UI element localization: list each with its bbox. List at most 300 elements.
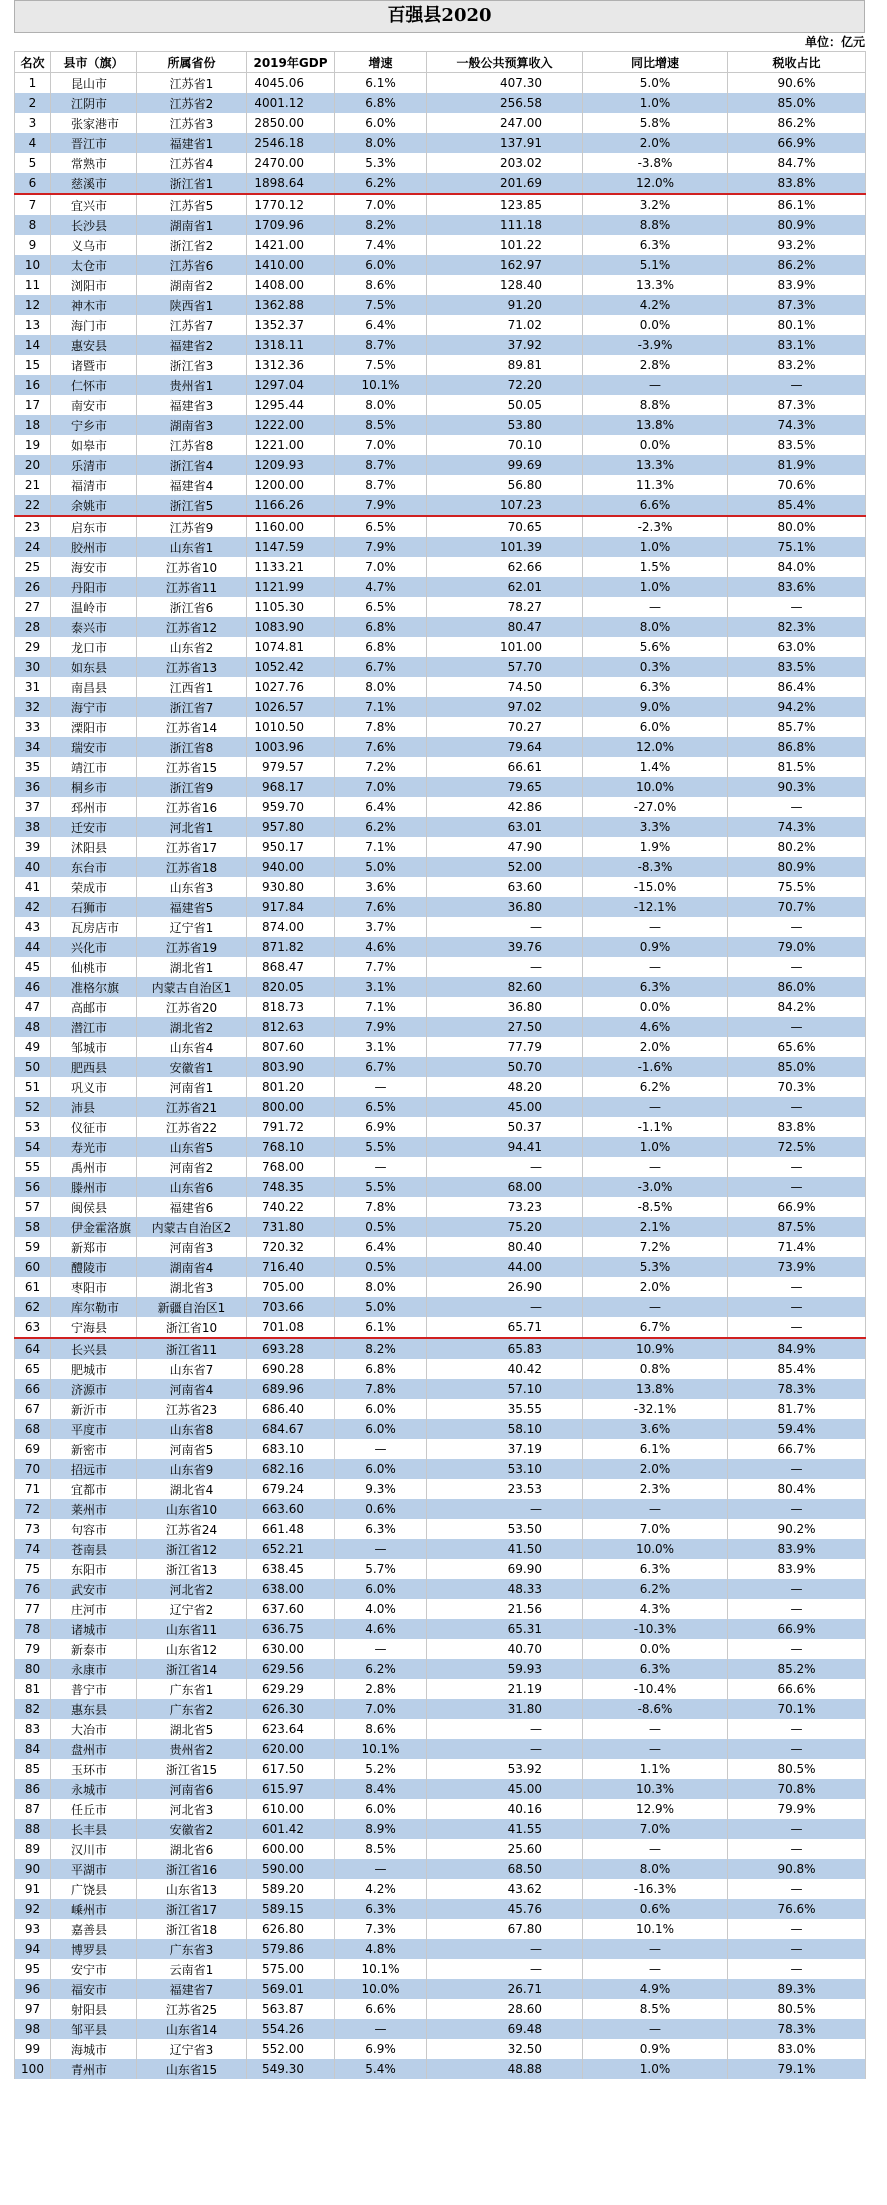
yoy-cell[interactable]: 3.2% [583,194,728,215]
header-yoy-growth[interactable]: 同比增速 [583,52,728,73]
county-cell[interactable]: 如皋市 [51,435,137,455]
yoy-cell[interactable]: 7.2% [583,1237,728,1257]
revenue-cell[interactable]: 39.76 [427,937,583,957]
table-row[interactable] [15,1237,866,1257]
table-row[interactable] [15,1197,866,1217]
yoy-cell[interactable]: -8.3% [583,857,728,877]
province-cell[interactable]: 山东省11 [137,1619,247,1639]
revenue-cell[interactable]: 70.10 [427,435,583,455]
gdp-cell[interactable]: 686.40 [247,1399,335,1419]
tax-share-cell[interactable]: — [728,1499,866,1519]
tax-share-cell[interactable]: 66.7% [728,1439,866,1459]
revenue-cell[interactable]: — [427,917,583,937]
rank-cell[interactable]: 70 [15,1459,51,1479]
gdp-cell[interactable]: 768.10 [247,1137,335,1157]
table-row[interactable] [15,777,866,797]
growth-cell[interactable]: 5.0% [335,1297,427,1317]
growth-cell[interactable]: 5.0% [335,857,427,877]
county-cell[interactable]: 瓦房店市 [51,917,137,937]
growth-cell[interactable]: 7.8% [335,1197,427,1217]
yoy-cell[interactable]: 8.0% [583,617,728,637]
county-cell[interactable]: 靖江市 [51,757,137,777]
province-cell[interactable]: 河北省3 [137,1799,247,1819]
province-cell[interactable]: 江苏省8 [137,435,247,455]
growth-cell[interactable]: — [335,1077,427,1097]
table-row[interactable] [15,1719,866,1739]
gdp-cell[interactable]: 1200.00 [247,475,335,495]
growth-cell[interactable]: 6.0% [335,1579,427,1599]
province-cell[interactable]: 辽宁省1 [137,917,247,937]
province-cell[interactable]: 湖北省4 [137,1479,247,1499]
county-cell[interactable]: 武安市 [51,1579,137,1599]
yoy-cell[interactable]: 0.9% [583,2039,728,2059]
province-cell[interactable]: 山东省14 [137,2019,247,2039]
gdp-cell[interactable]: 800.00 [247,1097,335,1117]
tax-share-cell[interactable]: 84.9% [728,1338,866,1359]
rank-cell[interactable]: 24 [15,537,51,557]
yoy-cell[interactable]: 1.0% [583,2059,728,2079]
tax-share-cell[interactable]: 85.2% [728,1659,866,1679]
gdp-cell[interactable]: 1709.96 [247,215,335,235]
province-cell[interactable]: 湖北省2 [137,1017,247,1037]
rank-cell[interactable]: 4 [15,133,51,153]
county-cell[interactable]: 丹阳市 [51,577,137,597]
county-cell[interactable]: 永城市 [51,1779,137,1799]
gdp-cell[interactable]: 4045.06 [247,73,335,94]
county-cell[interactable]: 泰兴市 [51,617,137,637]
revenue-cell[interactable]: 25.60 [427,1839,583,1859]
growth-cell[interactable]: — [335,1859,427,1879]
county-cell[interactable]: 东阳市 [51,1559,137,1579]
rank-cell[interactable]: 47 [15,997,51,1017]
revenue-cell[interactable]: 80.47 [427,617,583,637]
province-cell[interactable]: 福建省1 [137,133,247,153]
tax-share-cell[interactable]: 90.3% [728,777,866,797]
tax-share-cell[interactable]: 75.1% [728,537,866,557]
growth-cell[interactable]: 0.6% [335,1499,427,1519]
yoy-cell[interactable]: 12.0% [583,173,728,194]
yoy-cell[interactable]: 8.5% [583,1999,728,2019]
tax-share-cell[interactable]: 81.9% [728,455,866,475]
yoy-cell[interactable]: 13.3% [583,455,728,475]
gdp-cell[interactable]: 579.86 [247,1939,335,1959]
gdp-cell[interactable]: 589.20 [247,1879,335,1899]
revenue-cell[interactable]: 40.42 [427,1359,583,1379]
county-cell[interactable]: 海城市 [51,2039,137,2059]
province-cell[interactable]: 河南省4 [137,1379,247,1399]
gdp-cell[interactable]: 791.72 [247,1117,335,1137]
growth-cell[interactable]: 7.7% [335,957,427,977]
growth-cell[interactable]: 6.1% [335,73,427,94]
growth-cell[interactable]: — [335,2019,427,2039]
rank-cell[interactable]: 55 [15,1157,51,1177]
gdp-cell[interactable]: 569.01 [247,1979,335,1999]
yoy-cell[interactable]: 0.9% [583,937,728,957]
growth-cell[interactable]: 5.4% [335,2059,427,2079]
yoy-cell[interactable]: 11.3% [583,475,728,495]
province-cell[interactable]: 河南省6 [137,1779,247,1799]
table-row[interactable] [15,1379,866,1399]
table-row[interactable] [15,537,866,557]
yoy-cell[interactable]: 1.5% [583,557,728,577]
gdp-cell[interactable]: 1362.88 [247,295,335,315]
province-cell[interactable]: 内蒙古自治区1 [137,977,247,997]
rank-cell[interactable]: 16 [15,375,51,395]
table-row[interactable] [15,1057,866,1077]
revenue-cell[interactable]: 27.50 [427,1017,583,1037]
tax-share-cell[interactable]: 71.4% [728,1237,866,1257]
county-cell[interactable]: 荣成市 [51,877,137,897]
table-row[interactable] [15,1859,866,1879]
gdp-cell[interactable]: 1318.11 [247,335,335,355]
growth-cell[interactable]: 6.4% [335,797,427,817]
table-row[interactable] [15,1077,866,1097]
table-row[interactable] [15,817,866,837]
tax-share-cell[interactable]: 83.6% [728,577,866,597]
rank-cell[interactable]: 96 [15,1979,51,1999]
rank-cell[interactable]: 52 [15,1097,51,1117]
yoy-cell[interactable]: — [583,957,728,977]
tax-share-cell[interactable]: 86.4% [728,677,866,697]
table-row[interactable] [15,1639,866,1659]
county-cell[interactable]: 庄河市 [51,1599,137,1619]
table-row[interactable] [15,1217,866,1237]
province-cell[interactable]: 辽宁省3 [137,2039,247,2059]
county-cell[interactable]: 仁怀市 [51,375,137,395]
growth-cell[interactable]: 7.6% [335,897,427,917]
table-row[interactable] [15,1799,866,1819]
tax-share-cell[interactable]: — [728,1157,866,1177]
yoy-cell[interactable]: 0.0% [583,1639,728,1659]
revenue-cell[interactable]: 162.97 [427,255,583,275]
gdp-cell[interactable]: 623.64 [247,1719,335,1739]
growth-cell[interactable]: 6.8% [335,617,427,637]
rank-cell[interactable]: 91 [15,1879,51,1899]
revenue-cell[interactable]: 68.00 [427,1177,583,1197]
rank-cell[interactable]: 82 [15,1699,51,1719]
rank-cell[interactable]: 31 [15,677,51,697]
county-cell[interactable]: 诸暨市 [51,355,137,375]
yoy-cell[interactable]: 9.0% [583,697,728,717]
tax-share-cell[interactable]: 83.8% [728,173,866,194]
rank-cell[interactable]: 19 [15,435,51,455]
table-row[interactable] [15,93,866,113]
tax-share-cell[interactable]: — [728,1097,866,1117]
province-cell[interactable]: 江苏省2 [137,93,247,113]
province-cell[interactable]: 浙江省18 [137,1919,247,1939]
table-row[interactable] [15,1759,866,1779]
gdp-cell[interactable]: 1083.90 [247,617,335,637]
table-row[interactable] [15,1959,866,1979]
growth-cell[interactable]: 8.6% [335,275,427,295]
revenue-cell[interactable]: 256.58 [427,93,583,113]
growth-cell[interactable]: 8.2% [335,215,427,235]
gdp-cell[interactable]: 563.87 [247,1999,335,2019]
county-cell[interactable]: 长兴县 [51,1338,137,1359]
revenue-cell[interactable]: 94.41 [427,1137,583,1157]
growth-cell[interactable]: 7.0% [335,435,427,455]
yoy-cell[interactable]: 10.0% [583,777,728,797]
province-cell[interactable]: 河北省2 [137,1579,247,1599]
growth-cell[interactable]: 7.0% [335,194,427,215]
rank-cell[interactable]: 80 [15,1659,51,1679]
rank-cell[interactable]: 62 [15,1297,51,1317]
table-row[interactable] [15,1999,866,2019]
county-cell[interactable]: 大冶市 [51,1719,137,1739]
yoy-cell[interactable]: 6.3% [583,977,728,997]
rank-cell[interactable]: 61 [15,1277,51,1297]
gdp-cell[interactable]: 626.80 [247,1919,335,1939]
gdp-cell[interactable]: 629.56 [247,1659,335,1679]
tax-share-cell[interactable]: — [728,1639,866,1659]
rank-cell[interactable]: 46 [15,977,51,997]
revenue-cell[interactable]: 77.79 [427,1037,583,1057]
tax-share-cell[interactable]: 83.8% [728,1117,866,1137]
yoy-cell[interactable]: 6.1% [583,1439,728,1459]
province-cell[interactable]: 江苏省15 [137,757,247,777]
growth-cell[interactable]: 7.9% [335,537,427,557]
growth-cell[interactable]: 7.6% [335,737,427,757]
rank-cell[interactable]: 72 [15,1499,51,1519]
revenue-cell[interactable]: 69.90 [427,1559,583,1579]
gdp-cell[interactable]: 768.00 [247,1157,335,1177]
province-cell[interactable]: 云南省1 [137,1959,247,1979]
province-cell[interactable]: 江苏省10 [137,557,247,577]
county-cell[interactable]: 宁海县 [51,1317,137,1338]
revenue-cell[interactable]: 53.50 [427,1519,583,1539]
rank-cell[interactable]: 26 [15,577,51,597]
county-cell[interactable]: 瑞安市 [51,737,137,757]
county-cell[interactable]: 石狮市 [51,897,137,917]
gdp-cell[interactable]: 930.80 [247,877,335,897]
rank-cell[interactable]: 20 [15,455,51,475]
yoy-cell[interactable]: 13.3% [583,275,728,295]
revenue-cell[interactable]: 89.81 [427,355,583,375]
yoy-cell[interactable]: 0.6% [583,1899,728,1919]
county-cell[interactable]: 如东县 [51,657,137,677]
yoy-cell[interactable]: -32.1% [583,1399,728,1419]
growth-cell[interactable]: 8.0% [335,395,427,415]
province-cell[interactable]: 浙江省15 [137,1759,247,1779]
gdp-cell[interactable]: 620.00 [247,1739,335,1759]
table-row[interactable] [15,1479,866,1499]
province-cell[interactable]: 山东省15 [137,2059,247,2079]
yoy-cell[interactable]: -16.3% [583,1879,728,1899]
tax-share-cell[interactable]: 94.2% [728,697,866,717]
table-row[interactable] [15,2059,866,2079]
revenue-cell[interactable]: 65.31 [427,1619,583,1639]
tax-share-cell[interactable]: 80.5% [728,1999,866,2019]
county-cell[interactable]: 南昌县 [51,677,137,697]
growth-cell[interactable]: 6.7% [335,657,427,677]
county-cell[interactable]: 温岭市 [51,597,137,617]
growth-cell[interactable]: 7.1% [335,997,427,1017]
tax-share-cell[interactable]: 66.9% [728,1197,866,1217]
province-cell[interactable]: 山东省2 [137,637,247,657]
growth-cell[interactable]: 6.9% [335,2039,427,2059]
county-cell[interactable]: 嘉善县 [51,1919,137,1939]
table-row[interactable] [15,1979,866,1999]
yoy-cell[interactable]: 6.3% [583,677,728,697]
yoy-cell[interactable]: -8.6% [583,1699,728,1719]
province-cell[interactable]: 湖南省3 [137,415,247,435]
revenue-cell[interactable]: 52.00 [427,857,583,877]
revenue-cell[interactable]: — [427,1157,583,1177]
table-row[interactable] [15,757,866,777]
revenue-cell[interactable]: 21.19 [427,1679,583,1699]
gdp-cell[interactable]: 1010.50 [247,717,335,737]
rank-cell[interactable]: 59 [15,1237,51,1257]
tax-share-cell[interactable]: 59.4% [728,1419,866,1439]
county-cell[interactable]: 诸城市 [51,1619,137,1639]
tax-share-cell[interactable]: 87.5% [728,1217,866,1237]
rank-cell[interactable]: 100 [15,2059,51,2079]
revenue-cell[interactable]: — [427,1499,583,1519]
tax-share-cell[interactable]: 66.9% [728,133,866,153]
revenue-cell[interactable]: 44.00 [427,1257,583,1277]
gdp-cell[interactable]: 679.24 [247,1479,335,1499]
revenue-cell[interactable]: 50.70 [427,1057,583,1077]
tax-share-cell[interactable]: 83.1% [728,335,866,355]
revenue-cell[interactable]: 137.91 [427,133,583,153]
growth-cell[interactable]: 6.0% [335,113,427,133]
growth-cell[interactable]: 7.5% [335,355,427,375]
tax-share-cell[interactable]: — [728,375,866,395]
growth-cell[interactable]: 10.1% [335,1959,427,1979]
table-row[interactable] [15,415,866,435]
revenue-cell[interactable]: 407.30 [427,73,583,94]
tax-share-cell[interactable]: 81.5% [728,757,866,777]
yoy-cell[interactable]: — [583,1097,728,1117]
rank-cell[interactable]: 90 [15,1859,51,1879]
yoy-cell[interactable]: 4.2% [583,295,728,315]
yoy-cell[interactable]: 6.7% [583,1317,728,1338]
rank-cell[interactable]: 87 [15,1799,51,1819]
revenue-cell[interactable]: 247.00 [427,113,583,133]
yoy-cell[interactable]: 5.0% [583,73,728,94]
rank-cell[interactable]: 60 [15,1257,51,1277]
gdp-cell[interactable]: 950.17 [247,837,335,857]
rank-cell[interactable]: 45 [15,957,51,977]
county-cell[interactable]: 昆山市 [51,73,137,94]
gdp-cell[interactable]: 600.00 [247,1839,335,1859]
revenue-cell[interactable]: 62.01 [427,577,583,597]
revenue-cell[interactable]: 36.80 [427,897,583,917]
province-cell[interactable]: 浙江省4 [137,455,247,475]
table-row[interactable] [15,1619,866,1639]
county-cell[interactable]: 广饶县 [51,1879,137,1899]
yoy-cell[interactable]: 1.0% [583,93,728,113]
tax-share-cell[interactable]: 74.3% [728,817,866,837]
gdp-cell[interactable]: 1166.26 [247,495,335,516]
revenue-cell[interactable]: 69.48 [427,2019,583,2039]
county-cell[interactable]: 仙桃市 [51,957,137,977]
table-row[interactable] [15,455,866,475]
tax-share-cell[interactable]: — [728,1599,866,1619]
county-cell[interactable]: 肥西县 [51,1057,137,1077]
province-cell[interactable]: 浙江省6 [137,597,247,617]
county-cell[interactable]: 迁安市 [51,817,137,837]
tax-share-cell[interactable]: 65.6% [728,1037,866,1057]
rank-cell[interactable]: 95 [15,1959,51,1979]
table-row[interactable] [15,1177,866,1197]
growth-cell[interactable]: 7.0% [335,1699,427,1719]
table-row[interactable] [15,113,866,133]
county-cell[interactable]: 沛县 [51,1097,137,1117]
county-cell[interactable]: 枣阳市 [51,1277,137,1297]
county-cell[interactable]: 义乌市 [51,235,137,255]
rank-cell[interactable]: 69 [15,1439,51,1459]
county-cell[interactable]: 巩义市 [51,1077,137,1097]
revenue-cell[interactable]: 72.20 [427,375,583,395]
county-cell[interactable]: 醴陵市 [51,1257,137,1277]
yoy-cell[interactable]: 8.8% [583,395,728,415]
rank-cell[interactable]: 68 [15,1419,51,1439]
rank-cell[interactable]: 99 [15,2039,51,2059]
table-row[interactable] [15,1419,866,1439]
table-row[interactable] [15,1017,866,1037]
rank-cell[interactable]: 81 [15,1679,51,1699]
rank-cell[interactable]: 3 [15,113,51,133]
growth-cell[interactable]: 6.8% [335,93,427,113]
yoy-cell[interactable]: 0.0% [583,435,728,455]
revenue-cell[interactable]: 66.61 [427,757,583,777]
province-cell[interactable]: 河南省3 [137,1237,247,1257]
province-cell[interactable]: 江苏省25 [137,1999,247,2019]
yoy-cell[interactable]: -3.8% [583,153,728,173]
county-cell[interactable]: 永康市 [51,1659,137,1679]
growth-cell[interactable]: 6.4% [335,315,427,335]
table-row[interactable] [15,1839,866,1859]
county-cell[interactable]: 宁乡市 [51,415,137,435]
growth-cell[interactable]: 7.3% [335,1919,427,1939]
growth-cell[interactable]: 4.2% [335,1879,427,1899]
rank-cell[interactable]: 75 [15,1559,51,1579]
province-cell[interactable]: 山东省8 [137,1419,247,1439]
tax-share-cell[interactable]: 80.1% [728,315,866,335]
table-row[interactable] [15,1679,866,1699]
county-cell[interactable]: 宜兴市 [51,194,137,215]
gdp-cell[interactable]: 1295.44 [247,395,335,415]
county-cell[interactable]: 惠东县 [51,1699,137,1719]
table-row[interactable] [15,355,866,375]
yoy-cell[interactable]: 1.9% [583,837,728,857]
revenue-cell[interactable]: 65.83 [427,1338,583,1359]
growth-cell[interactable]: 4.6% [335,1619,427,1639]
province-cell[interactable]: 河南省1 [137,1077,247,1097]
rank-cell[interactable]: 17 [15,395,51,415]
rank-cell[interactable]: 39 [15,837,51,857]
gdp-cell[interactable]: 1222.00 [247,415,335,435]
county-cell[interactable]: 海宁市 [51,697,137,717]
growth-cell[interactable]: 6.8% [335,1359,427,1379]
county-cell[interactable]: 任丘市 [51,1799,137,1819]
growth-cell[interactable]: 5.7% [335,1559,427,1579]
growth-cell[interactable]: 4.8% [335,1939,427,1959]
revenue-cell[interactable]: 53.92 [427,1759,583,1779]
tax-share-cell[interactable]: 85.0% [728,93,866,113]
revenue-cell[interactable]: — [427,1959,583,1979]
rank-cell[interactable]: 42 [15,897,51,917]
growth-cell[interactable]: — [335,1539,427,1559]
table-row[interactable] [15,637,866,657]
growth-cell[interactable]: 7.1% [335,697,427,717]
table-row[interactable] [15,1939,866,1959]
county-cell[interactable]: 长沙县 [51,215,137,235]
province-cell[interactable]: 福建省5 [137,897,247,917]
growth-cell[interactable]: 8.4% [335,1779,427,1799]
province-cell[interactable]: 江苏省14 [137,717,247,737]
